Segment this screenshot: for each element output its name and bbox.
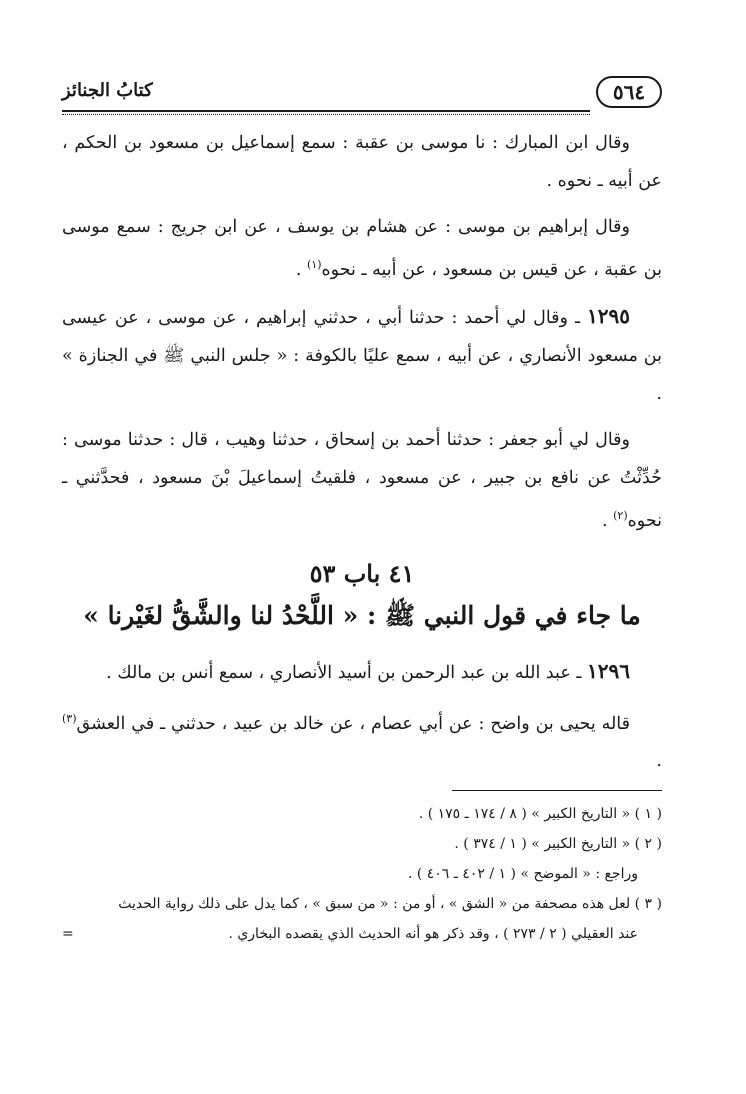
page-header (62, 74, 662, 114)
hadith-number: ١٢٩٥ (587, 303, 630, 328)
running-title: كتابُ الجنائز (62, 80, 153, 101)
paragraph-end: . (295, 259, 307, 280)
footnotes (62, 799, 662, 949)
paragraph-text: وقال ابن المبارك : نا موسى بن عقبة : سمع إسماعيل بن مسعود بن الحكم ، عن أبيه ـ نحوه . (62, 133, 662, 191)
paragraph (62, 208, 662, 289)
paragraph-text: قاله يحيى بن واضح : عن أبي عصام ، عن خالد بن عبيد ، حدثني ـ في العشق (76, 713, 630, 734)
page-number: ٥٦٤ (596, 76, 662, 108)
paragraph (62, 700, 662, 781)
continuation-mark: = (62, 926, 74, 943)
chapter-title: ما جاء في قول النبي ﷺ : « اللَّحْدُ لنا والشَّقُّ لغَيْرنا » (83, 600, 641, 630)
paragraph (62, 652, 662, 692)
paragraph-text: ـ وقال لي أحمد : حدثنا أبي ، حدثني إبراهيم ، عن موسى ، عن عيسى بن مسعود الأنصاري ، عن أبيه ، سمع عليًا بالكوفة : « جلس النبي ﷺ في الجنازة » . (62, 307, 662, 404)
paragraph-text: وقال لي أبو جعفر : حدثنا أحمد بن إسحاق ، حدثنا وهيب ، قال : حدثنا موسى : حُدِّثْتُ عن نافع بن جبير ، عن مسعود ، فلقيتُ إسماعيلَ بْنَ مسعود ، فحدَّثني ـ نحوه (62, 429, 662, 531)
header-rule (62, 110, 590, 115)
paragraph-text: ـ عبد الله بن عبد الرحمن بن أسيد الأنصاري ، سمع أنس بن مالك . (106, 662, 588, 683)
paragraph (62, 421, 662, 540)
book-page (62, 74, 662, 949)
main-text (62, 124, 662, 780)
footnote-ref: (١) (307, 258, 322, 271)
paragraph-text: وقال إبراهيم بن موسى : عن هشام بن يوسف ، عن ابن جريج : سمع موسى بن عقبة ، عن قيس بن مسعود ، عن أبيه ـ نحوه (62, 217, 662, 280)
paragraph-end: . (601, 510, 614, 531)
footnote-separator (452, 790, 662, 791)
footnote: ( ٢ ) « التاريخ الكبير » ( ١ / ٣٧٤ ) . (454, 836, 662, 853)
footnote-text: عند العقيلي ( ٢ / ٢٧٣ ) ، وقد ذكر هو أنه الحديث الذي يقصده البخاري . (228, 926, 638, 943)
footnote: ( ٣ ) لعل هذه مصحفة من « الشق » ، أو من : « من سبق » ، كما يدل على ذلك رواية الحديث (118, 896, 662, 913)
paragraph-end: . (656, 751, 662, 772)
chapter-heading: ٤١ باب ٥٣ (309, 558, 415, 588)
footnote: وراجع : « الموضح » ( ١ / ٤٠٢ ـ ٤٠٦ ) . (407, 866, 638, 883)
footnote-ref: (٣) (62, 711, 77, 725)
footnote: ( ١ ) « التاريخ الكبير » ( ٨ / ١٧٤ ـ ١٧٥ ) . (418, 806, 662, 823)
footnote-ref: (٢) (613, 508, 628, 522)
paragraph (62, 297, 662, 413)
footnote (62, 919, 662, 949)
paragraph (62, 124, 662, 200)
hadith-number: ١٢٩٦ (587, 658, 630, 683)
